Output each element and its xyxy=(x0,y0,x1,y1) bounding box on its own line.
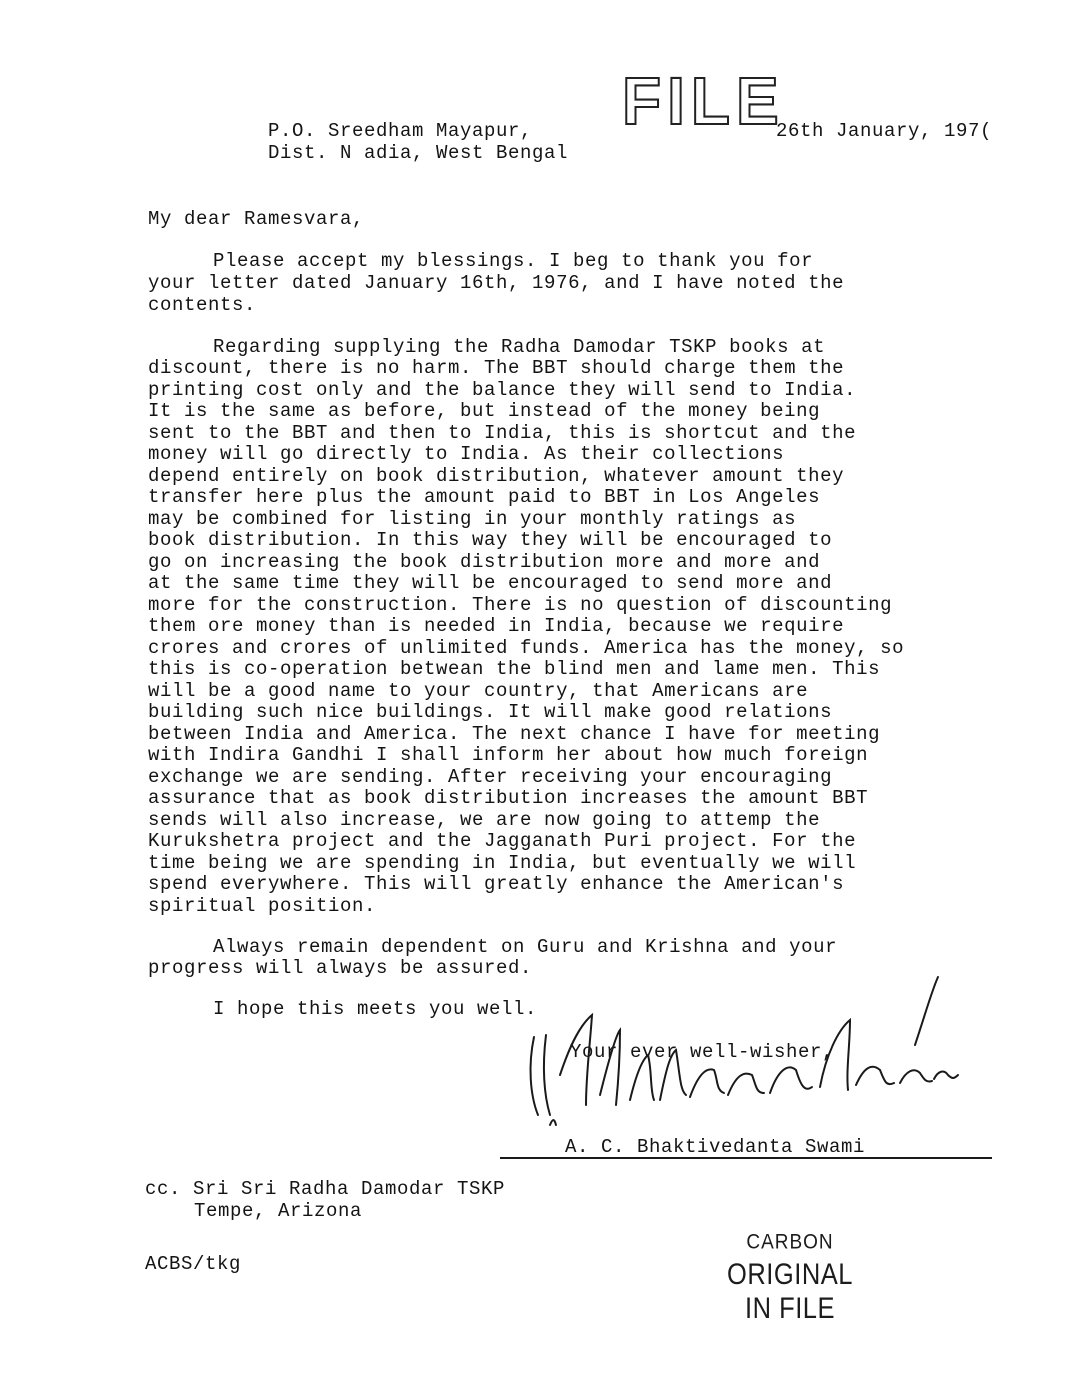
address-line-1: P.O. Sreedham Mayapur, xyxy=(268,120,533,142)
paragraph-2-line: discount, there is no harm. The BBT should charge them the xyxy=(148,357,845,379)
carbon-stamp-line-3: IN FILE xyxy=(744,1292,835,1325)
cc-line-1: cc. Sri Sri Radha Damodar TSKP xyxy=(145,1178,506,1200)
paragraph-2-line: sent to the BBT and then to India, this is shortcut and the xyxy=(148,422,857,444)
carbon-stamp-line-1: CARBON xyxy=(746,1230,834,1254)
typist-initials: ACBS/tkg xyxy=(145,1253,242,1275)
paragraph-2-line: may be combined for listing in your monthly ratings as xyxy=(148,508,797,530)
paragraph-3-line: Always remain dependent on Guru and Krishna and your xyxy=(213,936,838,958)
paragraph-2-line: this is co-operation betwean the blind men and lame men. This xyxy=(148,658,881,680)
paragraph-2-line: exchange we are sending. After receiving your encouraging xyxy=(148,766,833,788)
paragraph-2-line: depend entirely on book distribution, whatever amount they xyxy=(148,465,845,487)
valediction: Your ever well-wisher, xyxy=(570,1041,835,1063)
paragraph-2-line: more for the construction. There is no question of discounting xyxy=(148,594,893,616)
paragraph-2-line: Kurukshetra project and the Jagganath Puri project. For the xyxy=(148,830,857,852)
paragraph-2-line: crores and crores of unlimited funds. America has the money, so xyxy=(148,637,905,659)
cc-line-2: Tempe, Arizona xyxy=(194,1200,363,1222)
carbon-original-stamp xyxy=(690,1232,890,1326)
paragraph-2-line: assurance that as book distribution increases the amount BBT xyxy=(148,787,869,809)
paragraph-2-line: It is the same as before, but instead of the money being xyxy=(148,400,821,422)
paragraph-1-line: contents. xyxy=(148,294,257,316)
paragraph-2-line: at the same time they will be encouraged to send more and xyxy=(148,572,833,594)
file-stamp: FILE xyxy=(622,63,785,139)
carbon-stamp-line-2: ORIGINAL xyxy=(727,1258,853,1291)
paragraph-2-line: Regarding supplying the Radha Damodar TSKP books at xyxy=(213,336,826,358)
paragraph-2-line: money will go directly to India. As their collections xyxy=(148,443,785,465)
paragraph-1-line: your letter dated January 16th, 1976, and I have noted the xyxy=(148,272,845,294)
salutation: My dear Ramesvara, xyxy=(148,208,365,230)
paragraph-2-line: transfer here plus the amount paid to BBT in Los Angeles xyxy=(148,486,821,508)
handwritten-signature xyxy=(520,975,970,1130)
paragraph-2-line: time being we are spending in India, but eventually we will xyxy=(148,852,857,874)
paragraph-2-line: book distribution. In this way they will be encouraged to xyxy=(148,529,833,551)
paragraph-1-line: Please accept my blessings. I beg to thank you for xyxy=(213,250,814,272)
paragraph-3-line: progress will always be assured. xyxy=(148,957,533,979)
letter-date: 26th January, 197( xyxy=(776,120,993,142)
address-line-2: Dist. N adia, West Bengal xyxy=(268,142,569,164)
signer-name: A. C. Bhaktivedanta Swami xyxy=(565,1136,866,1158)
paragraph-2-line: building such nice buildings. It will make good relations xyxy=(148,701,833,723)
paragraph-2-line: go on increasing the book distribution more and more and xyxy=(148,551,821,573)
paragraph-2-line: with Indira Gandhi I shall inform her about how much foreign xyxy=(148,744,869,766)
closing-line: I hope this meets you well. xyxy=(213,998,538,1020)
paragraph-2-line: will be a good name to your country, that Americans are xyxy=(148,680,809,702)
paragraph-2-line: them ore money than is needed in India, because we require xyxy=(148,615,845,637)
paragraph-2-line: sends will also increase, we are now going to attemp the xyxy=(148,809,821,831)
paragraph-2-line: between India and America. The next chance I have for meeting xyxy=(148,723,881,745)
paragraph-2-line: spiritual position. xyxy=(148,895,377,917)
paragraph-2-line: printing cost only and the balance they will send to India. xyxy=(148,379,857,401)
paragraph-2-line: spend everywhere. This will greatly enhance the American's xyxy=(148,873,845,895)
